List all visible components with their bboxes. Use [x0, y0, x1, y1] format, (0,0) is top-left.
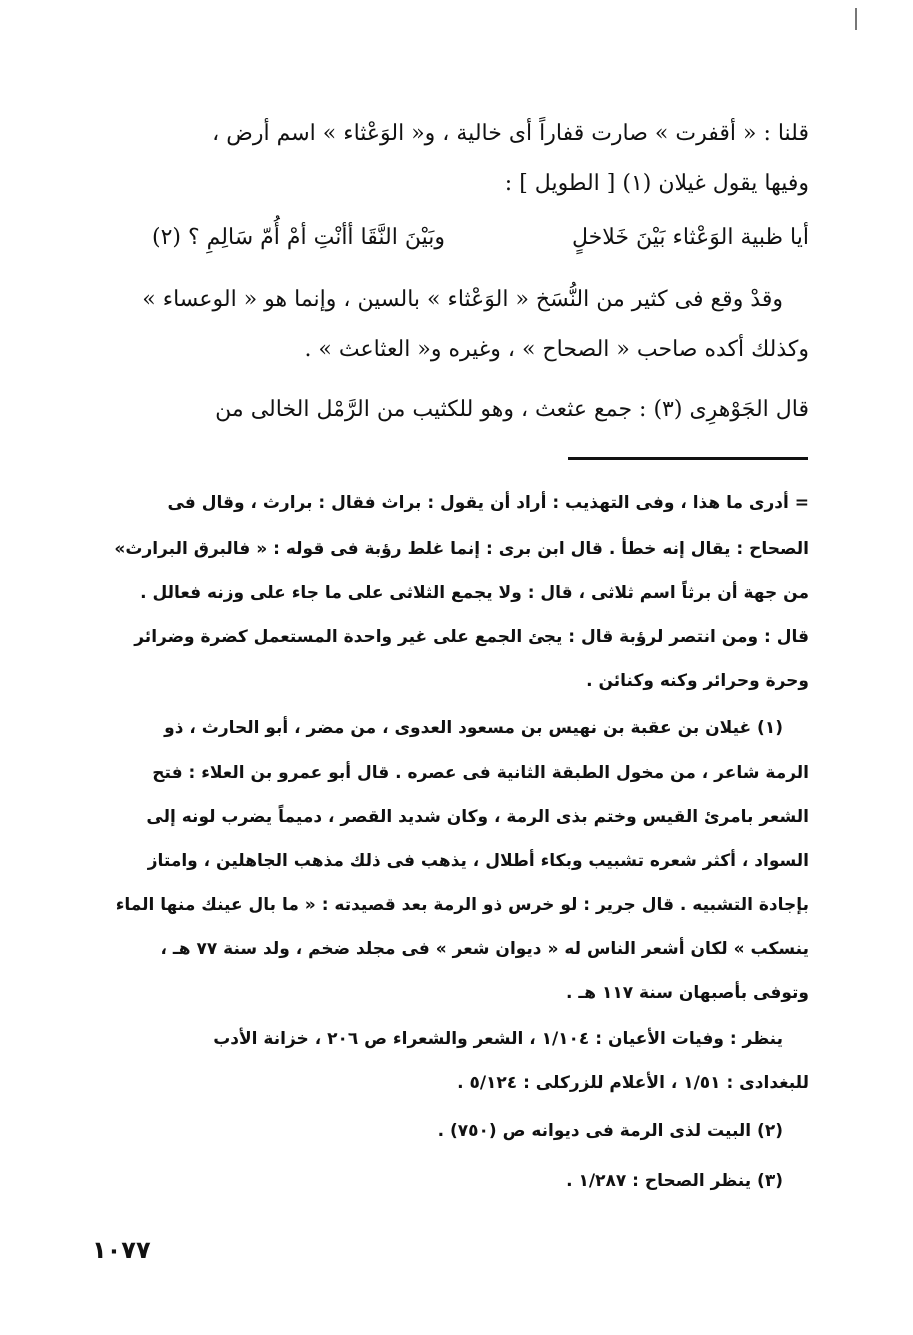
- footnote-1-line: الشعر بامرئ القيس وختم بذى الرمة ، وكان شديد القصر ، دميماً يضرب لونه إلى: [146, 807, 809, 827]
- footnote-1-line: السواد ، أكثر شعره تشبيب وبكاء أطلال ، يذهب فى ذلك مذهب الجاهلين ، وامتاز: [147, 851, 809, 871]
- main-text-line-5: وكذلك أكده صاحب « الصحاح » ، وغيره و« العثاعث » .: [304, 337, 809, 362]
- verse-hemistich-right: أيا ظبية الوَعْثاء بَيْنَ خَلاخلٍ: [572, 225, 809, 250]
- footnote-2: (٢) البيت لذى الرمة فى ديوانه ص (٧٥٠) .: [437, 1121, 783, 1141]
- footnote-continuation-line: وحرة وحرائر وكنه وكنائن .: [586, 671, 809, 691]
- footnote-divider: [568, 457, 808, 460]
- footnote-1-line: ينسكب » لكان أشعر الناس له « ديوان شعر » فى مجلد ضخم ، ولد سنة ٧٧ هـ ،: [160, 939, 809, 959]
- footnote-1-line: الرمة شاعر ، من مخول الطبقة الثانية فى عصره . قال أبو عمرو بن العلاء : فتح: [152, 763, 809, 783]
- footnote-references-line: ينظر : وفيات الأعيان : ١/١٠٤ ، الشعر والشعراء ص ٢٠٦ ، خزانة الأدب: [213, 1029, 783, 1049]
- footnote-continuation-line: الصحاح : يقال إنه خطأ . قال ابن برى : إنما غلط رؤبة فى قوله : « فالبرق البرارث»: [114, 539, 809, 559]
- footnote-continuation-line: قال : ومن انتصر لرؤبة قال : يجئ الجمع على غير واحدة المستعمل كضرة وضرائر: [134, 627, 809, 647]
- footnote-1-line: وتوفى بأصبهان سنة ١١٧ هـ .: [566, 983, 809, 1003]
- verse-hemistich-left: وبَيْنَ النَّقَا أأنْتِ أمْ أُمّ سَالِمِ ؟ (٢): [152, 225, 445, 250]
- footnote-references-line: للبغدادى : ١/٥١ ، الأعلام للزركلى : ٥/١٢٤ .: [457, 1073, 809, 1093]
- main-text-line-4: وقدْ وقع فى كثير من النُّسَخ « الوَعْثاء » بالسين ، وإنما هو « الوعساء »: [142, 287, 783, 312]
- footnote-3: (٣) ينظر الصحاح : ١/٢٨٧ .: [566, 1171, 783, 1191]
- footnote-1-line: (١) غيلان بن عقبة بن نهيس بن مسعود العدوى ، من مضر ، أبو الحارث ، ذو: [164, 718, 783, 738]
- main-text-line-1: قلنا : « أقفرت » صارت قفاراً أى خالية ، و« الوَعْثاء » اسم أرض ،: [212, 121, 809, 146]
- footnote-continuation-line: من جهة أن برثاً اسم ثلاثى ، قال : ولا يجمع الثلاثى على ما جاء على وزنه فعالل .: [140, 583, 809, 603]
- main-text-line-6: قال الجَوْهرِى (٣) : جمع عثعث ، وهو للكثيب من الرَّمْل الخالى من: [215, 397, 809, 422]
- main-text-line-2: وفيها يقول غيلان (١) [ الطويل ] :: [504, 171, 809, 196]
- page-number: ١٠٧٧: [92, 1236, 151, 1264]
- footnote-continuation-line: = أدرى ما هذا ، وفى التهذيب : أراد أن يقول : براث فقال : برارث ، وقال فى: [167, 493, 809, 513]
- scan-mark: [855, 8, 857, 30]
- footnote-1-line: بإجادة التشبيه . قال جرير : لو خرس ذو الرمة بعد قصيدته : « ما بال عينك منها الماء: [115, 895, 809, 915]
